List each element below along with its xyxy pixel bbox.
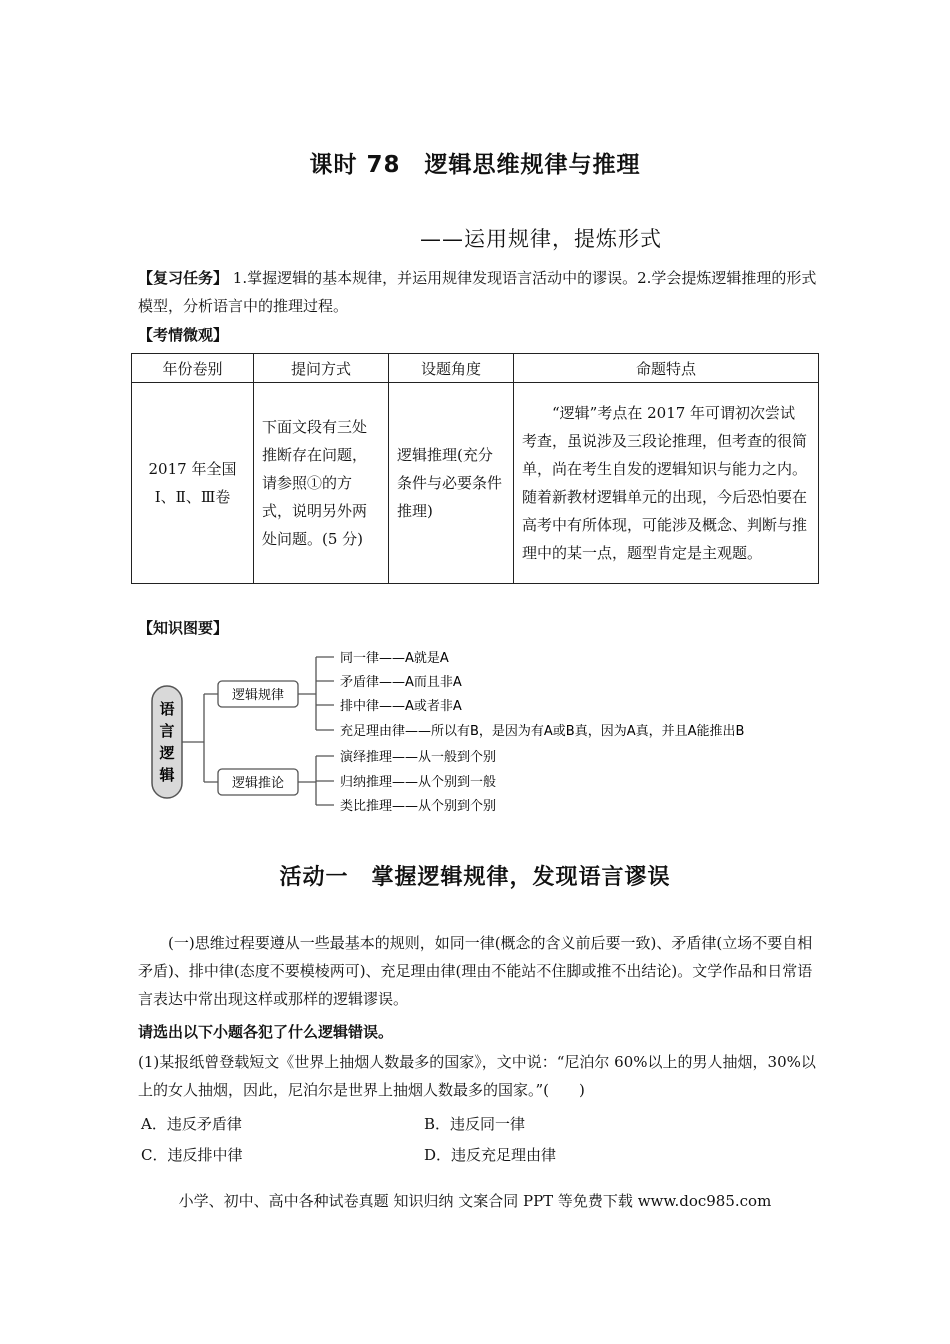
table-cell-question: 下面文段有三处推断存在问题，请参照①的方式，说明另外两处问题。(5 分) <box>254 383 389 584</box>
branch-connector <box>298 657 334 730</box>
map-item: 矛盾律——A而且非A <box>340 675 462 690</box>
option-d: D．违反充足理由律 <box>424 1146 557 1164</box>
question-prompt: 请选出以下小题各犯了什么逻辑错误。 <box>138 1023 394 1041</box>
branch-label: 逻辑推论 <box>231 776 285 791</box>
branch-connector <box>298 756 334 805</box>
review-task-label: 【复习任务】 <box>138 269 229 287</box>
review-task-text: 1.掌握逻辑的基本规律，并运用规律发现语言活动中的谬误。2.学会提炼逻辑推理的形式模型，分析语言中的推理过程。 <box>138 269 817 315</box>
knowledge-map-diagram <box>140 640 820 820</box>
option-b: B．违反同一律 <box>424 1115 526 1133</box>
root-char: 逻 <box>159 744 175 762</box>
activity-intro: (一)思维过程要遵从一些最基本的规则，如同一律(概念的含义前后要一致)、矛盾律(立场不要自相矛盾)、排中律(态度不要模棱两可)、充足理由律(理由不能站不住脚或推不出结论)。文学作品和日常语言表达中常出现这样或那样的逻辑谬误。 <box>138 934 813 1008</box>
root-char: 语 <box>159 700 175 718</box>
table-cell-angle: 逻辑推理(充分条件与必要条件推理) <box>389 383 514 584</box>
page-footer: 小学、初中、高中各种试卷真题 知识归纳 文案合同 PPT 等免费下载 www.doc985.com <box>178 1192 772 1210</box>
table-cell-feature: “逻辑”考点在 2017 年可谓初次尝试考查，虽说涉及三段论推理，但考查的很简单，尚在考生自发的逻辑知识与能力之内。随着新教材逻辑单元的出现，今后恐怕要在高考中有所体现，可能涉及概念、判断与推理中的某一点，题型肯定是主观题。 <box>514 383 819 584</box>
map-item: 排中律——A或者非A <box>340 699 462 714</box>
table-header: 提问方式 <box>254 354 389 383</box>
map-item: 演绎推理——从一般到个别 <box>340 750 497 765</box>
knowledge-map-label: 【知识图要】 <box>138 619 229 637</box>
activity-heading: 活动一 掌握逻辑规律，发现语言谬误 <box>279 865 671 890</box>
table-row <box>132 383 819 584</box>
exam-situation-label: 【考情微观】 <box>138 326 229 344</box>
lesson-title: 课时 78 逻辑思维规律与推理 <box>309 152 641 178</box>
table-header: 命题特点 <box>514 354 819 383</box>
table-cell-year: 2017 年全国Ⅰ、Ⅱ、Ⅲ卷 <box>132 383 254 584</box>
review-task <box>138 264 818 320</box>
exam-situation-table <box>131 353 819 584</box>
option-a: A．违反矛盾律 <box>141 1115 242 1133</box>
option-c: C．违反排中律 <box>141 1146 243 1164</box>
map-item: 同一律——A就是A <box>340 651 449 666</box>
map-item: 类比推理——从个别到个别 <box>340 799 497 814</box>
table-header: 设题角度 <box>389 354 514 383</box>
root-char: 辑 <box>159 766 175 784</box>
root-char: 言 <box>159 722 175 740</box>
root-connector <box>182 694 218 782</box>
map-item: 充足理由律——所以有B，是因为有A或B真，因为A真，并且A能推出B <box>340 724 745 739</box>
map-item: 归纳推理——从个别到一般 <box>340 775 497 790</box>
branch-label: 逻辑规律 <box>231 688 285 703</box>
question-1-stem: (1)某报纸曾登载短文《世界上抽烟人数最多的国家》，文中说：“尼泊尔 60%以上的男人抽烟，30%以上的女人抽烟，因此，尼泊尔是世界上抽烟人数最多的国家。”( ) <box>138 1053 816 1099</box>
table-header-row <box>132 354 819 383</box>
table-header: 年份卷别 <box>132 354 254 383</box>
lesson-subtitle: ——运用规律，提炼形式 <box>420 227 662 251</box>
